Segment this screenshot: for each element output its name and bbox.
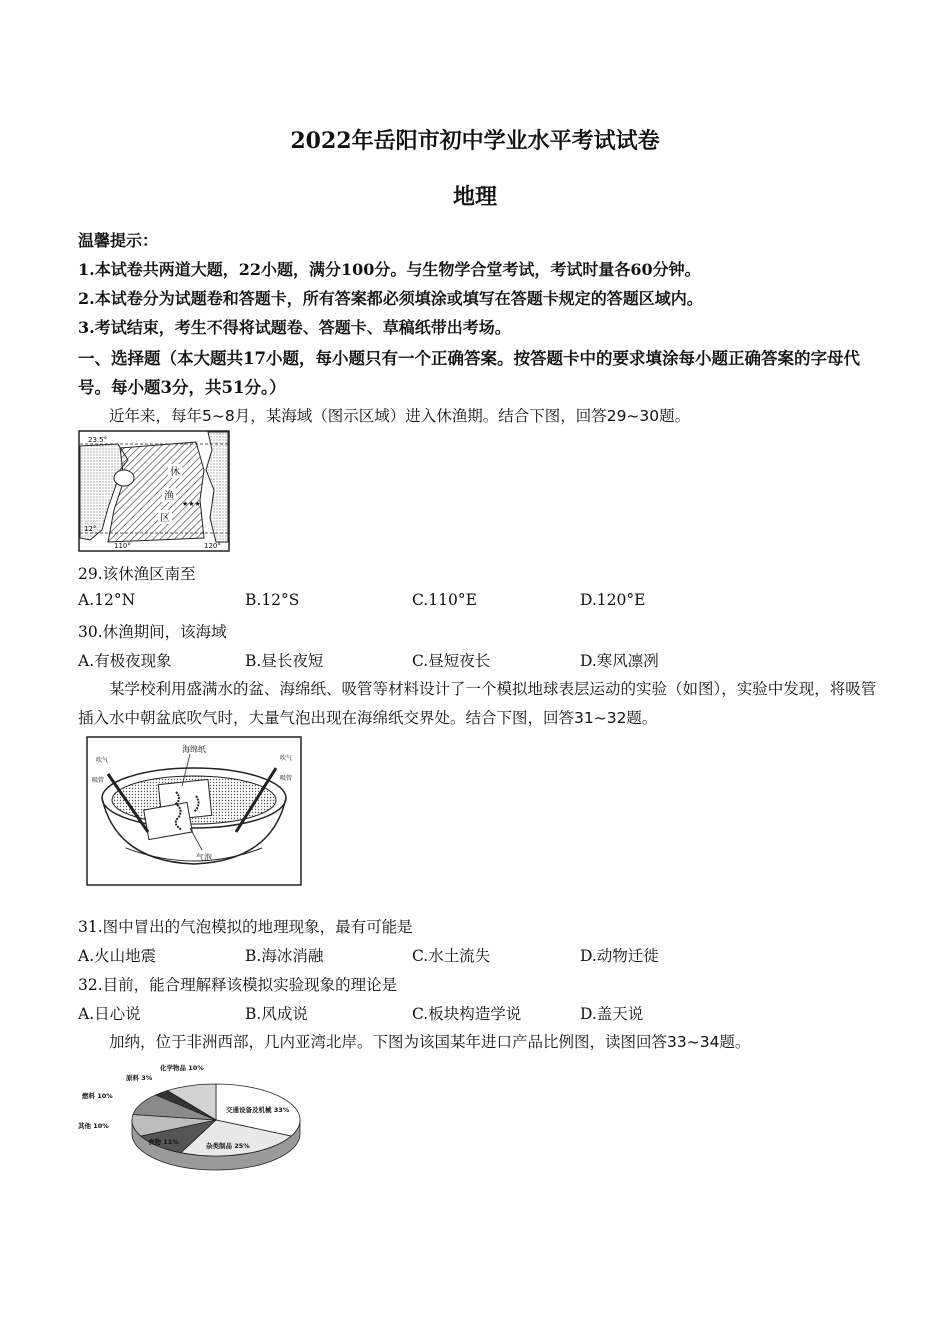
label-blow-right: 吹气 [280,755,293,762]
map-zone-label-3: 区 [160,513,170,524]
tip-item-3: 3.考试结束，考生不得将试题卷、答题卡、草稿纸带出考场。 [78,318,511,337]
tip-item-1: 1.本试卷共两道大题，22小题，满分100分。与生物学合堂考试，考试时量各60分钟。 [78,260,701,279]
q29-option-c[interactable]: C.110°E [412,591,477,609]
pie-label: 杂类制品 25% [206,1142,250,1150]
section-heading: 一、选择题（本大题共17小题，每小题只有一个正确答案。按答题卡中的要求填涂每小题正确答案的字母代号。每小题3分，共51分。） [78,349,860,397]
paper-subject: 地理 [452,184,497,210]
basin-experiment-figure [86,736,302,886]
q29-option-a[interactable]: A.12°N [78,591,136,609]
map-lat-top: 23.5° [88,436,108,444]
map-zone-label-2: 渔 [164,491,174,502]
label-blow-left: 吹气 [96,757,109,764]
label-bubble: 气泡 [196,853,212,862]
map-lon-left: 110° [114,542,131,550]
passage-3: 加纳，位于非洲西部，几内亚湾北岸。下图为该国某年进口产品比例图，读图回答33~34题。 [109,1033,751,1051]
import-pie-chart [76,1058,326,1194]
tips-heading: 温馨提示： [78,231,159,250]
q31-option-c[interactable]: C.水土流失 [412,947,491,965]
q30-option-b[interactable]: B.昼长夜短 [245,652,324,670]
q30-option-c[interactable]: C.昼短夜长 [412,652,491,670]
label-straw-right: 吸管 [280,775,293,782]
q32-option-b[interactable]: B.风成说 [245,1005,308,1023]
label-sponge: 海绵纸 [182,745,206,754]
map-lat-bottom: 12° [84,525,97,533]
map-lon-right: 120° [204,542,221,550]
q32-option-d[interactable]: D.盖天说 [580,1005,644,1023]
pie-label: 燃料 10% [82,1092,113,1100]
q32-option-a[interactable]: A.日心说 [78,1005,141,1023]
paper-title: 2022年岳阳市初中学业水平考试试卷 [290,128,660,154]
q31-option-d[interactable]: D.动物迁徙 [580,947,659,965]
pie-label: 交通设备及机械 33% [226,1106,290,1114]
passage-2: 某学校利用盛满水的盆、海绵纸、吸管等材料设计了一个模拟地球表层运动的实验（如图），实验中发现，将吸管插入水中朝盆底吹气时，大量气泡出现在海绵纸交界处。结合下图，回答31~32题。 [78,680,877,727]
pie-label: 化学物品 10% [160,1064,204,1072]
q31-option-a[interactable]: A.火山地震 [78,947,157,965]
question-30-stem: 30.休渔期间，该海域 [78,623,227,641]
map-zone-label-1: 休 [170,467,180,478]
tip-item-2: 2.本试卷分为试题卷和答题卡，所有答案都必须填涂或填写在答题卡规定的答题区域内。 [78,289,703,308]
q32-option-c[interactable]: C.板块构造学说 [412,1005,522,1023]
q30-option-d[interactable]: D.寒风凛冽 [580,652,659,670]
pie-label: 其他 10% [78,1122,109,1130]
question-32-stem: 32.目前，能合理解释该模拟实验现象的理论是 [78,976,398,994]
passage-1: 近年来，每年5~8月，某海域（图示区域）进入休渔期。结合下图，回答29~30题。 [109,407,691,425]
fishing-zone-map [78,430,230,552]
q29-option-b[interactable]: B.12°S [245,591,300,609]
q30-option-a[interactable]: A.有极夜现象 [78,652,172,670]
label-straw-left: 吸管 [92,777,105,784]
q31-option-b[interactable]: B.海冰消融 [245,947,324,965]
question-29-stem: 29.该休渔区南至 [78,565,196,583]
question-31-stem: 31.图中冒出的气泡模拟的地理现象，最有可能是 [78,918,413,936]
pie-label: 原料 3% [126,1074,153,1082]
pie-label: 食物 11% [148,1138,179,1146]
svg-text:★★★: ★★★ [182,500,201,508]
q29-option-d[interactable]: D.120°E [580,591,646,609]
